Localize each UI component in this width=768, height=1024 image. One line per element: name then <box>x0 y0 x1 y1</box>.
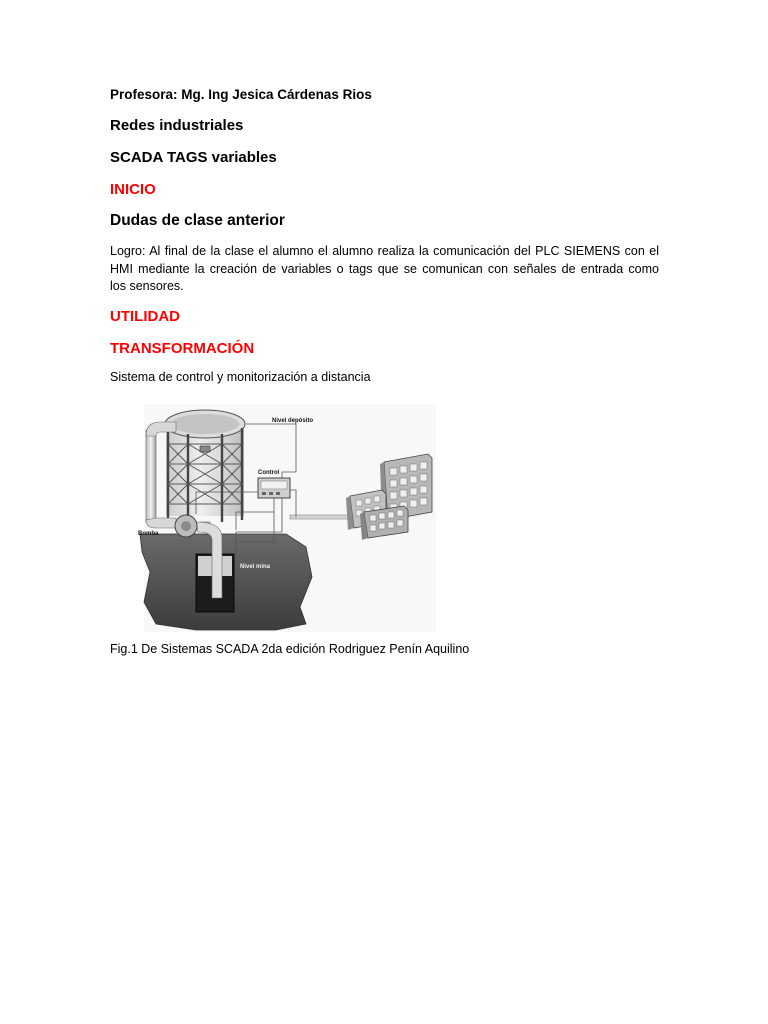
heading-transformacion: TRANSFORMACIÓN <box>110 340 255 357</box>
label-nivel-deposito: Nivel depósito <box>272 418 314 424</box>
logro-line: los sensores. <box>110 279 184 293</box>
label-control: Control <box>258 470 280 476</box>
figure-intro-text: Sistema de control y monitorización a distancia <box>110 370 371 384</box>
topic-title: SCADA TAGS variables <box>110 149 277 166</box>
figure-caption: Fig.1 De Sistemas SCADA 2da edición Rodriguez Penín Aquilino <box>110 642 470 656</box>
control-unit <box>258 478 290 498</box>
logro-line: Logro: Al final de la clase el alumno el alumno realiza la comunicación del PLC SIEMENS con el <box>110 244 659 258</box>
scada-diagram-figure <box>136 402 436 632</box>
heading-dudas: Dudas de clase anterior <box>110 212 285 229</box>
heading-inicio: INICIO <box>110 181 156 198</box>
logro-paragraph <box>110 243 659 296</box>
profesora-line: Profesora: Mg. Ing Jesica Cárdenas Rios <box>110 87 372 102</box>
label-bomba: Bomba <box>138 531 159 537</box>
label-nivel-mina: Nivel mina <box>240 564 271 570</box>
course-title: Redes industriales <box>110 117 244 134</box>
heading-utilidad: UTILIDAD <box>110 308 180 325</box>
water-tank <box>165 410 245 522</box>
scada-diagram <box>136 402 436 632</box>
pump-icon <box>175 515 197 537</box>
logro-line: HMI mediante la creación de variables o tags que se comunican con señales de entrada como <box>110 261 659 276</box>
